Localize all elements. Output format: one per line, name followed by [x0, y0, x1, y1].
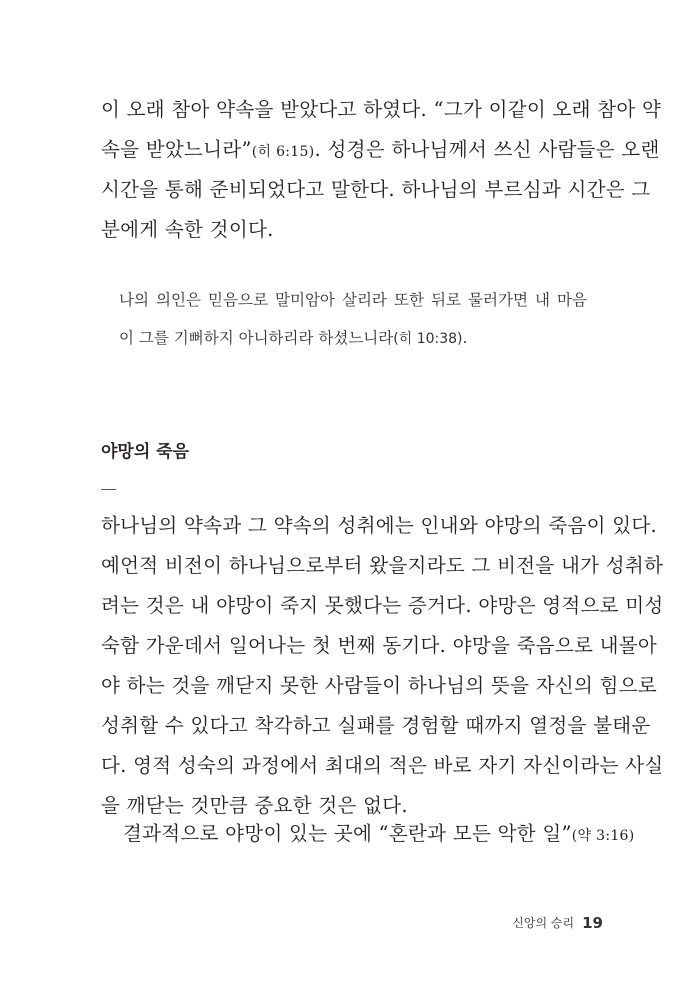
text-segment: . 성경은 하나님께서 쓰신 사람들은 오랜 [314, 138, 660, 161]
text-line: 려는 것은 내 야망이 죽지 못했다는 증거다. 야망은 영적으로 미성 [101, 594, 664, 617]
body-paragraph-main [101, 506, 664, 826]
body-paragraph-next [123, 814, 635, 854]
text-segment: 속을 받았느니라” [101, 138, 252, 161]
quote-line [119, 319, 587, 357]
body-paragraph-top [101, 90, 662, 250]
text-line: 예언적 비전이 하나님으로부터 왔을지라도 그 비전을 내가 성취하 [101, 554, 664, 577]
running-title: 신앙의 승리 [512, 916, 575, 930]
page-footer [512, 912, 603, 932]
section-heading: 야망의 죽음 [101, 442, 190, 462]
quote-text: 이 그를 기뻐하지 아니하리라 하셨느니라 [119, 329, 394, 347]
scripture-reference: (약 3:16) [571, 828, 635, 844]
text-line: 다. 영적 성숙의 과정에서 최대의 적은 바로 자기 자신이라는 사실 [101, 754, 664, 777]
text-segment: 결과적으로 야망이 있는 곳에 “혼란과 모든 악한 일” [123, 822, 572, 845]
text-line: 이 오래 참아 약속을 받았다고 하였다. “그가 이같이 오래 참아 약 [101, 98, 662, 121]
text-line: 야 하는 것을 깨닫지 못한 사람들이 하나님의 뜻을 자신의 힘으로 [101, 674, 658, 697]
text-line: 하나님의 약속과 그 약속의 성취에는 인내와 야망의 죽음이 있다. [101, 514, 658, 537]
page-number: 19 [582, 913, 603, 932]
text-line: 분에게 속한 것이다. [101, 218, 274, 241]
scripture-reference: (히 10:38) [393, 331, 463, 347]
text-line [101, 130, 660, 170]
text-line [123, 814, 635, 854]
quote-line: 나의 의인은 믿음으로 말미암아 살리라 또한 뒤로 물러가면 내 마음 [119, 291, 587, 309]
text-line: 시간을 통해 준비되었다고 말한다. 하나님의 부르심과 시간은 그 [101, 178, 651, 201]
text-line: 숙함 가운데서 일어나는 첫 번째 동기다. 야망을 죽음으로 내몰아 [101, 634, 658, 657]
scripture-reference: (히 6:15) [251, 144, 315, 160]
heading-divider [101, 489, 116, 490]
quote-end: . [462, 329, 468, 347]
block-quote [119, 281, 587, 357]
text-line: 을 깨닫는 것만큼 중요한 것은 없다. [101, 794, 408, 817]
text-line: 성취할 수 있다고 착각하고 실패를 경험할 때까지 열정을 불태운 [101, 714, 651, 737]
